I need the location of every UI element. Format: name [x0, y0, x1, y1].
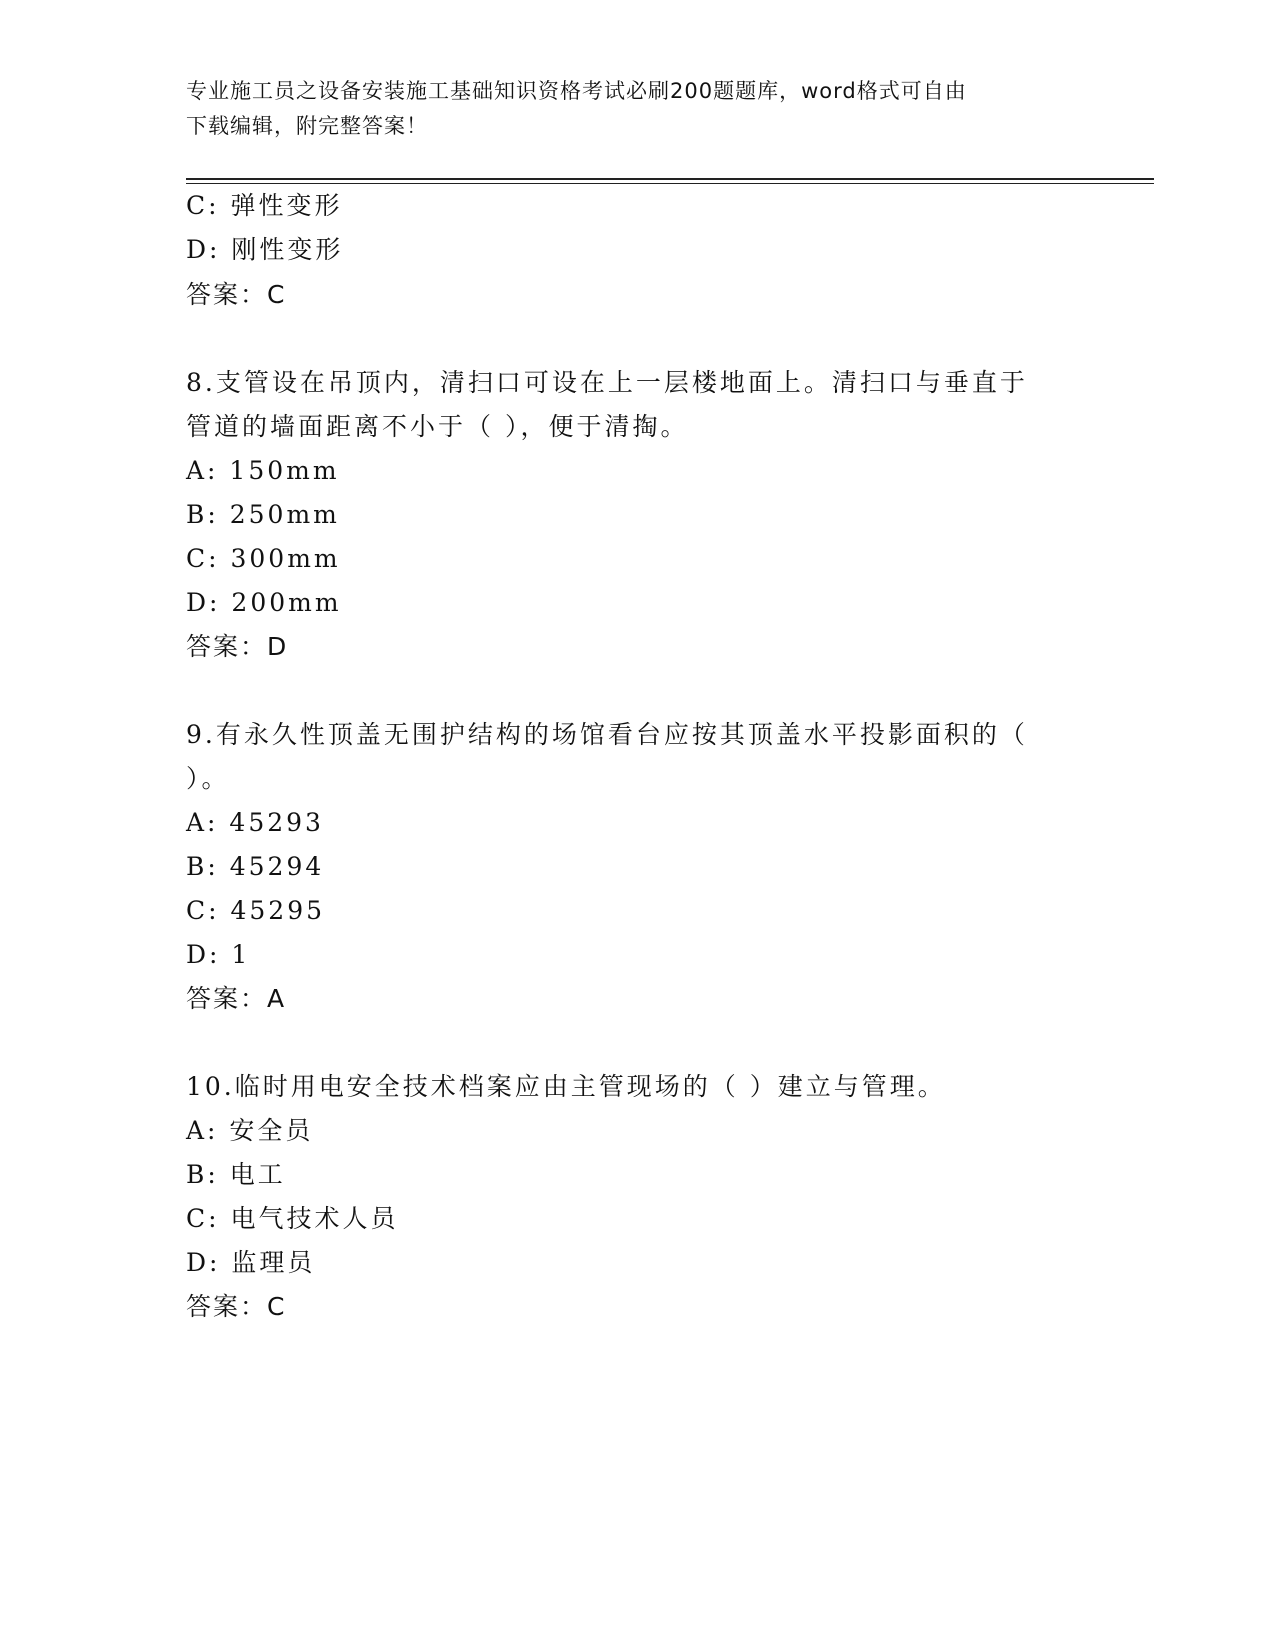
q8-option-c: C: 300mm — [186, 544, 341, 573]
q10-option-c: C: 电气技术人员 — [186, 1204, 399, 1233]
header-divider-thick — [186, 178, 1154, 180]
q9-stem-line-1: 9.有永久性顶盖无围护结构的场馆看台应按其顶盖水平投影面积的（ — [186, 720, 1028, 749]
header-line-1: 专业施工员之设备安装施工基础知识资格考试必刷200题题库，word格式可自由 — [186, 79, 967, 103]
q10-option-b: B: 电工 — [186, 1160, 286, 1189]
q8-option-d: D: 200mm — [186, 588, 342, 617]
header-divider-thin — [186, 183, 1154, 184]
q9-option-a: A: 45293 — [186, 808, 324, 837]
q10-option-d: D: 监理员 — [186, 1248, 316, 1277]
q9-option-b: B: 45294 — [186, 852, 325, 881]
q8-answer: 答案：D — [186, 632, 289, 661]
q8-option-b: B: 250mm — [186, 500, 340, 529]
q10-option-a: A: 安全员 — [186, 1116, 314, 1145]
q9-answer: 答案：A — [186, 984, 287, 1013]
q9-option-d: D: 1 — [186, 940, 251, 969]
header-line-2: 下载编辑，附完整答案！ — [186, 114, 428, 138]
q9-stem-line-2: ）。 — [186, 764, 230, 793]
document-header — [186, 74, 1066, 144]
q9-option-c: C: 45295 — [186, 896, 326, 925]
q10-answer: 答案：C — [186, 1292, 287, 1321]
q8-stem-line-2: 管道的墙面距离不小于（ ），便于清掏。 — [186, 412, 689, 441]
q7-option-d: D: 刚性变形 — [186, 235, 344, 264]
q8-stem-line-1: 8.支管设在吊顶内，清扫口可设在上一层楼地面上。清扫口与垂直于 — [186, 368, 1028, 397]
q7-answer: 答案：C — [186, 280, 287, 309]
q8-option-a: A: 150mm — [186, 456, 340, 485]
q10-stem-line-1: 10.临时用电安全技术档案应由主管现场的（ ）建立与管理。 — [186, 1072, 946, 1101]
q7-option-c: C: 弹性变形 — [186, 191, 343, 220]
